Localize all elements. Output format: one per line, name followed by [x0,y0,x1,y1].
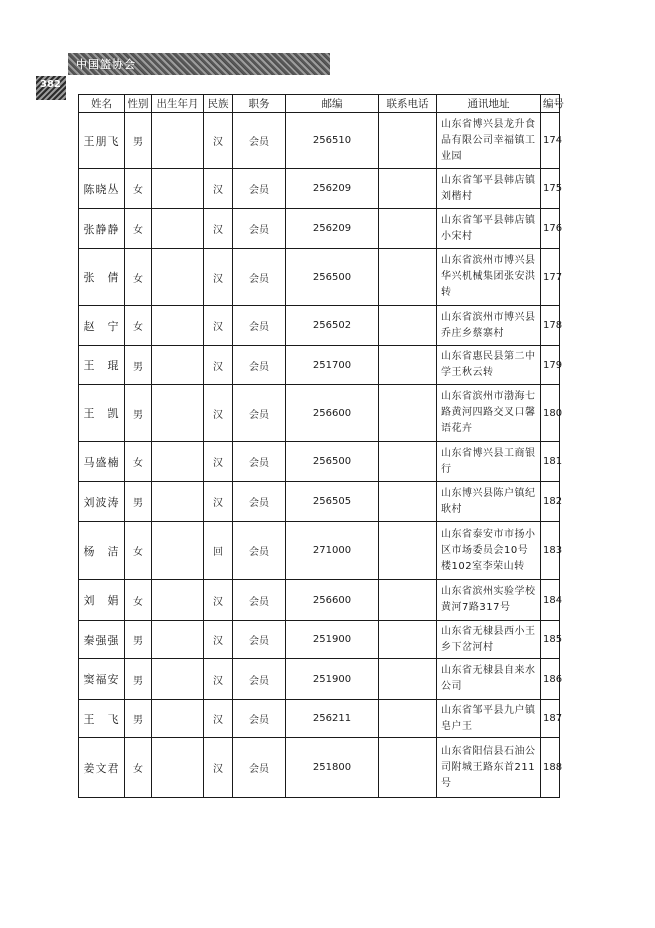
cell-zip: 256209 [286,169,379,209]
cell-phone [379,209,437,249]
cell-address: 山东省滨州市博兴县乔庄乡蔡寨村 [437,306,541,346]
cell-name: 王朋飞 [79,113,125,169]
member-roster-table [78,94,564,798]
cell-role: 会员 [233,738,286,798]
cell-role: 会员 [233,385,286,442]
page-number: 382 [40,79,61,90]
cell-address: 山东省博兴县龙升食品有限公司幸福镇工业园 [437,113,541,169]
table-row [79,385,560,442]
cell-zip: 256600 [286,385,379,442]
cell-gender: 女 [125,306,152,346]
cell-name: 王 飞 [79,700,125,738]
cell-name: 陈晓丛 [79,169,125,209]
cell-phone [379,169,437,209]
cell-address: 山东省邹平县九户镇皂户王 [437,700,541,738]
cell-role: 会员 [233,522,286,580]
cell-role: 会员 [233,621,286,659]
cell-phone [379,580,437,621]
cell-number: 180 [541,385,560,442]
cell-zip: 251900 [286,621,379,659]
cell-phone [379,659,437,700]
cell-gender: 女 [125,580,152,621]
cell-role: 会员 [233,442,286,482]
cell-gender: 女 [125,522,152,580]
cell-zip: 256209 [286,209,379,249]
cell-ethnicity: 汉 [204,306,233,346]
table-row [79,113,560,169]
cell-zip: 256600 [286,580,379,621]
cell-birth [152,700,204,738]
table-header-row [79,95,560,113]
cell-birth [152,522,204,580]
cell-zip: 251900 [286,659,379,700]
cell-phone [379,346,437,385]
cell-number: 181 [541,442,560,482]
cell-name: 刘波涛 [79,482,125,522]
cell-gender: 男 [125,346,152,385]
cell-birth [152,659,204,700]
cell-phone [379,306,437,346]
cell-gender: 男 [125,621,152,659]
col-header-gender: 性别 [125,95,152,113]
col-header-phone: 联系电话 [379,95,437,113]
cell-number: 186 [541,659,560,700]
table-row [79,621,560,659]
cell-birth [152,385,204,442]
table-row [79,249,560,306]
cell-zip: 271000 [286,522,379,580]
cell-birth [152,113,204,169]
header-title: 中国篮协会 [76,58,136,71]
cell-number: 175 [541,169,560,209]
cell-gender: 男 [125,700,152,738]
cell-gender: 女 [125,738,152,798]
cell-role: 会员 [233,346,286,385]
cell-role: 会员 [233,209,286,249]
cell-zip: 256500 [286,249,379,306]
cell-number: 178 [541,306,560,346]
col-header-role: 职务 [233,95,286,113]
cell-number: 176 [541,209,560,249]
cell-address: 山东省泰安市市扬小区市场委员会10号楼102室李荣山转 [437,522,541,580]
cell-ethnicity: 回 [204,522,233,580]
cell-address: 山东省博兴县工商银行 [437,442,541,482]
cell-zip: 256510 [286,113,379,169]
cell-ethnicity: 汉 [204,169,233,209]
cell-gender: 女 [125,209,152,249]
col-header-zip: 邮编 [286,95,379,113]
cell-phone [379,522,437,580]
cell-zip: 251700 [286,346,379,385]
cell-ethnicity: 汉 [204,209,233,249]
cell-zip: 256502 [286,306,379,346]
cell-gender: 男 [125,113,152,169]
cell-birth [152,482,204,522]
cell-birth [152,306,204,346]
cell-address: 山东省无棣县自来水公司 [437,659,541,700]
cell-role: 会员 [233,482,286,522]
cell-ethnicity: 汉 [204,442,233,482]
cell-birth [152,738,204,798]
table-row [79,346,560,385]
cell-address: 山东省无棣县西小王乡下岔河村 [437,621,541,659]
cell-name: 王 凯 [79,385,125,442]
cell-birth [152,442,204,482]
col-header-number: 编号 [541,95,560,113]
cell-role: 会员 [233,306,286,346]
table-row [79,209,560,249]
cell-address: 山东省邹平县韩店镇小宋村 [437,209,541,249]
cell-name: 杨 洁 [79,522,125,580]
cell-number: 188 [541,738,560,798]
col-header-ethnicity: 民族 [204,95,233,113]
col-header-birth: 出生年月 [152,95,204,113]
cell-ethnicity: 汉 [204,249,233,306]
cell-gender: 男 [125,659,152,700]
cell-ethnicity: 汉 [204,738,233,798]
cell-number: 174 [541,113,560,169]
cell-ethnicity: 汉 [204,113,233,169]
cell-ethnicity: 汉 [204,700,233,738]
cell-birth [152,580,204,621]
cell-address: 山东省滨州实验学校黄河7路317号 [437,580,541,621]
cell-gender: 女 [125,169,152,209]
cell-role: 会员 [233,169,286,209]
cell-phone [379,621,437,659]
cell-ethnicity: 汉 [204,659,233,700]
cell-address: 山东省滨州市渤海七路黄河四路交叉口馨语花卉 [437,385,541,442]
cell-zip: 256500 [286,442,379,482]
table-row [79,580,560,621]
cell-address: 山东省滨州市博兴县华兴机械集团张安洪转 [437,249,541,306]
cell-name: 张 倩 [79,249,125,306]
table-row [79,522,560,580]
table-row [79,306,560,346]
cell-role: 会员 [233,580,286,621]
cell-ethnicity: 汉 [204,621,233,659]
cell-role: 会员 [233,249,286,306]
cell-gender: 女 [125,442,152,482]
cell-phone [379,482,437,522]
table-row [79,738,560,798]
cell-birth [152,209,204,249]
cell-birth [152,346,204,385]
cell-ethnicity: 汉 [204,580,233,621]
table-row [79,169,560,209]
cell-birth [152,169,204,209]
cell-phone [379,113,437,169]
cell-birth [152,249,204,306]
cell-role: 会员 [233,700,286,738]
col-header-name: 姓名 [79,95,125,113]
cell-ethnicity: 汉 [204,346,233,385]
col-header-address: 通讯地址 [437,95,541,113]
cell-birth [152,621,204,659]
cell-number: 183 [541,522,560,580]
cell-address: 山东省惠民县第二中学王秋云转 [437,346,541,385]
cell-phone [379,385,437,442]
cell-number: 187 [541,700,560,738]
cell-name: 马盛楠 [79,442,125,482]
cell-phone [379,442,437,482]
cell-gender: 男 [125,482,152,522]
cell-gender: 女 [125,249,152,306]
cell-phone [379,249,437,306]
cell-address: 山东省邹平县韩店镇刘楷村 [437,169,541,209]
cell-name: 姜文君 [79,738,125,798]
cell-address: 山东博兴县陈户镇纪耿村 [437,482,541,522]
cell-ethnicity: 汉 [204,385,233,442]
cell-zip: 251800 [286,738,379,798]
cell-name: 王 琨 [79,346,125,385]
cell-name: 张静静 [79,209,125,249]
cell-number: 184 [541,580,560,621]
cell-name: 秦强强 [79,621,125,659]
cell-address: 山东省阳信县石油公司附城王路东首211号 [437,738,541,798]
cell-number: 179 [541,346,560,385]
cell-role: 会员 [233,113,286,169]
table-row [79,659,560,700]
cell-role: 会员 [233,659,286,700]
cell-zip: 256505 [286,482,379,522]
table-row [79,700,560,738]
cell-name: 刘 娟 [79,580,125,621]
cell-name: 赵 宁 [79,306,125,346]
cell-zip: 256211 [286,700,379,738]
cell-gender: 男 [125,385,152,442]
cell-name: 窦福安 [79,659,125,700]
table-row [79,482,560,522]
cell-phone [379,700,437,738]
cell-phone [379,738,437,798]
table-row [79,442,560,482]
cell-ethnicity: 汉 [204,482,233,522]
cell-number: 182 [541,482,560,522]
cell-number: 177 [541,249,560,306]
cell-number: 185 [541,621,560,659]
